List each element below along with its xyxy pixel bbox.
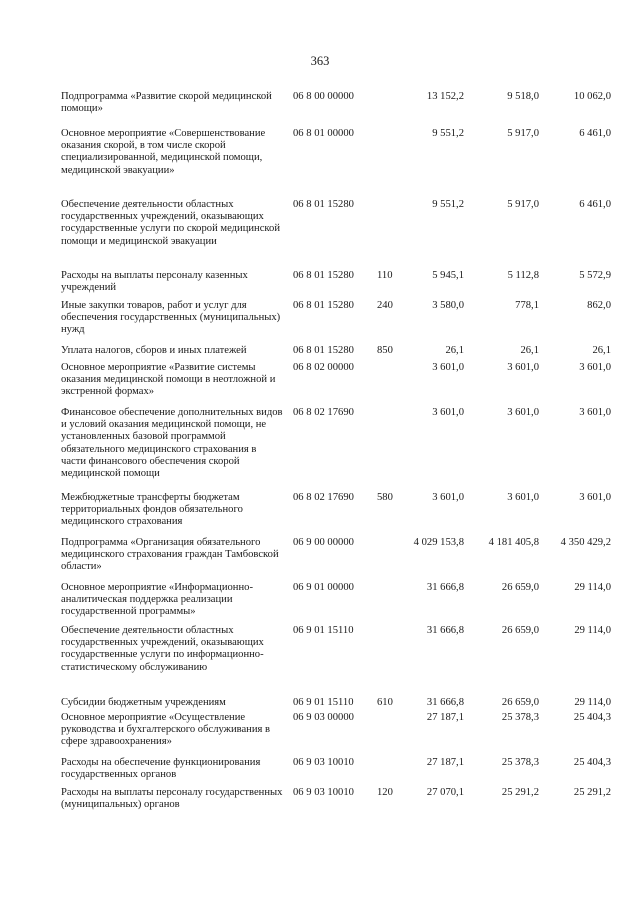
- row-value-year3: 29 114,0: [574, 625, 611, 636]
- row-value-year1: 3 601,0: [432, 362, 464, 373]
- row-target-code: 06 8 01 15280: [293, 300, 354, 311]
- row-description: Обеспечение деятельности областных государственных учреждений, оказывающих государственные услуги по скорой медицинской помощи и медицинской эвакуации: [61, 199, 280, 247]
- budget-table: [0, 91, 640, 817]
- row-description: Финансовое обеспечение дополнительных видов и условий оказания медицинской помощи, не установленных базовой программой обязательного медицинского страхования в части финансового обеспечения скорой медицинской помощи: [61, 407, 283, 480]
- table-row: [0, 582, 640, 625]
- table-row: [0, 362, 640, 407]
- row-target-code: 06 9 03 00000: [293, 712, 354, 723]
- row-target-code: 06 9 01 00000: [293, 582, 354, 593]
- row-description: Иные закупки товаров, работ и услуг для обеспечения государственных (муниципальных) нужд: [61, 300, 281, 336]
- row-description: Расходы на обеспечение функционирования государственных органов: [61, 757, 261, 781]
- row-description: Расходы на выплаты персоналу государственных (муниципальных) органов: [61, 787, 283, 811]
- row-description: Уплата налогов, сборов и иных платежей: [61, 345, 247, 356]
- row-value-year3: 6 461,0: [579, 128, 611, 139]
- row-expense-type: 110: [377, 270, 393, 281]
- row-value-year2: 5 112,8: [507, 270, 539, 281]
- row-value-year1: 27 070,1: [426, 787, 464, 798]
- row-description: Основное мероприятие «Развитие системы оказания медицинской помощи в неотложной и экстренной формах»: [61, 362, 276, 398]
- row-value-year2: 4 181 405,8: [488, 537, 539, 548]
- table-row: [0, 91, 640, 128]
- row-expense-type: 580: [377, 492, 393, 503]
- row-value-year3: 3 601,0: [579, 492, 611, 503]
- row-value-year1: 3 580,0: [432, 300, 464, 311]
- row-value-year1: 27 187,1: [426, 757, 464, 768]
- row-description: Обеспечение деятельности областных государственных учреждений, оказывающих государственные услуги по информационно-статистическому обслуживанию: [61, 625, 264, 673]
- table-row: [0, 300, 640, 345]
- row-target-code: 06 9 01 15110: [293, 697, 354, 708]
- row-value-year1: 31 666,8: [426, 697, 464, 708]
- table-row: [0, 270, 640, 300]
- row-value-year2: 778,1: [515, 300, 539, 311]
- row-value-year3: 4 350 429,2: [560, 537, 611, 548]
- table-row: [0, 407, 640, 492]
- table-row: [0, 199, 640, 270]
- row-value-year1: 4 029 153,8: [413, 537, 464, 548]
- row-expense-type: 610: [377, 697, 393, 708]
- row-value-year2: 26,1: [520, 345, 539, 356]
- row-value-year3: 862,0: [587, 300, 611, 311]
- table-row: [0, 697, 640, 712]
- row-expense-type: 120: [377, 787, 393, 798]
- row-value-year1: 13 152,2: [426, 91, 464, 102]
- row-value-year3: 3 601,0: [579, 362, 611, 373]
- row-target-code: 06 8 01 00000: [293, 128, 354, 139]
- page-number: 363: [310, 54, 330, 68]
- row-value-year1: 31 666,8: [426, 582, 464, 593]
- row-value-year3: 5 572,9: [579, 270, 611, 281]
- row-target-code: 06 9 03 10010: [293, 787, 354, 798]
- row-value-year1: 31 666,8: [426, 625, 464, 636]
- row-value-year2: 3 601,0: [507, 362, 539, 373]
- row-target-code: 06 8 01 15280: [293, 199, 354, 210]
- row-value-year2: 26 659,0: [501, 625, 539, 636]
- table-row: [0, 128, 640, 199]
- row-value-year2: 26 659,0: [501, 697, 539, 708]
- row-value-year2: 3 601,0: [507, 407, 539, 418]
- row-value-year3: 3 601,0: [579, 407, 611, 418]
- row-value-year1: 26,1: [445, 345, 464, 356]
- row-target-code: 06 8 02 17690: [293, 492, 354, 503]
- table-row: [0, 712, 640, 757]
- table-row: [0, 345, 640, 362]
- row-description: Подпрограмма «Развитие скорой медицинской помощи»: [61, 91, 272, 115]
- row-description: Межбюджетные трансферты бюджетам территориальных фондов обязательного медицинского страхования: [61, 492, 243, 528]
- table-row: [0, 787, 640, 817]
- table-row: [0, 625, 640, 697]
- row-target-code: 06 9 00 00000: [293, 537, 354, 548]
- row-value-year1: 5 945,1: [432, 270, 464, 281]
- row-value-year2: 9 518,0: [507, 91, 539, 102]
- row-value-year2: 5 917,0: [507, 128, 539, 139]
- row-value-year3: 10 062,0: [573, 91, 611, 102]
- row-value-year1: 9 551,2: [432, 128, 464, 139]
- row-target-code: 06 9 01 15110: [293, 625, 354, 636]
- row-description: Основное мероприятие «Информационно-аналитическая поддержка реализации государственной программы»: [61, 582, 253, 618]
- row-expense-type: 240: [377, 300, 393, 311]
- row-description: Субсидии бюджетным учреждениям: [61, 697, 226, 708]
- row-value-year2: 25 378,3: [501, 712, 539, 723]
- table-row: [0, 757, 640, 787]
- row-value-year3: 26,1: [592, 345, 611, 356]
- row-value-year2: 3 601,0: [507, 492, 539, 503]
- row-value-year3: 25 404,3: [573, 712, 611, 723]
- row-description: Основное мероприятие «Осуществление руководства и бухгалтерского обслуживания в сфере здравоохранения»: [61, 712, 271, 748]
- table-row: [0, 537, 640, 582]
- row-value-year1: 3 601,0: [432, 492, 464, 503]
- row-target-code: 06 8 02 17690: [293, 407, 354, 418]
- row-value-year2: 5 917,0: [507, 199, 539, 210]
- row-value-year1: 9 551,2: [432, 199, 464, 210]
- row-target-code: 06 9 03 10010: [293, 757, 354, 768]
- row-value-year3: 25 291,2: [573, 787, 611, 798]
- row-value-year3: 6 461,0: [579, 199, 611, 210]
- row-target-code: 06 8 01 15280: [293, 270, 354, 281]
- row-value-year1: 27 187,1: [426, 712, 464, 723]
- row-description: Основное мероприятие «Совершенствование оказания скорой, в том числе скорой специализированной, медицинской помощи, медицинской эвакуации»: [61, 128, 266, 176]
- row-expense-type: 850: [377, 345, 393, 356]
- row-value-year2: 25 291,2: [501, 787, 539, 798]
- row-description: Подпрограмма «Организация обязательного медицинского страхования граждан Тамбовской области»: [61, 537, 279, 573]
- row-value-year3: 25 404,3: [573, 757, 611, 768]
- row-target-code: 06 8 01 15280: [293, 345, 354, 356]
- row-description: Расходы на выплаты персоналу казенных учреждений: [61, 270, 248, 294]
- row-value-year1: 3 601,0: [432, 407, 464, 418]
- row-target-code: 06 8 02 00000: [293, 362, 354, 373]
- row-value-year3: 29 114,0: [574, 697, 611, 708]
- row-value-year2: 26 659,0: [501, 582, 539, 593]
- row-value-year2: 25 378,3: [501, 757, 539, 768]
- row-target-code: 06 8 00 00000: [293, 91, 354, 102]
- table-row: [0, 492, 640, 537]
- row-value-year3: 29 114,0: [574, 582, 611, 593]
